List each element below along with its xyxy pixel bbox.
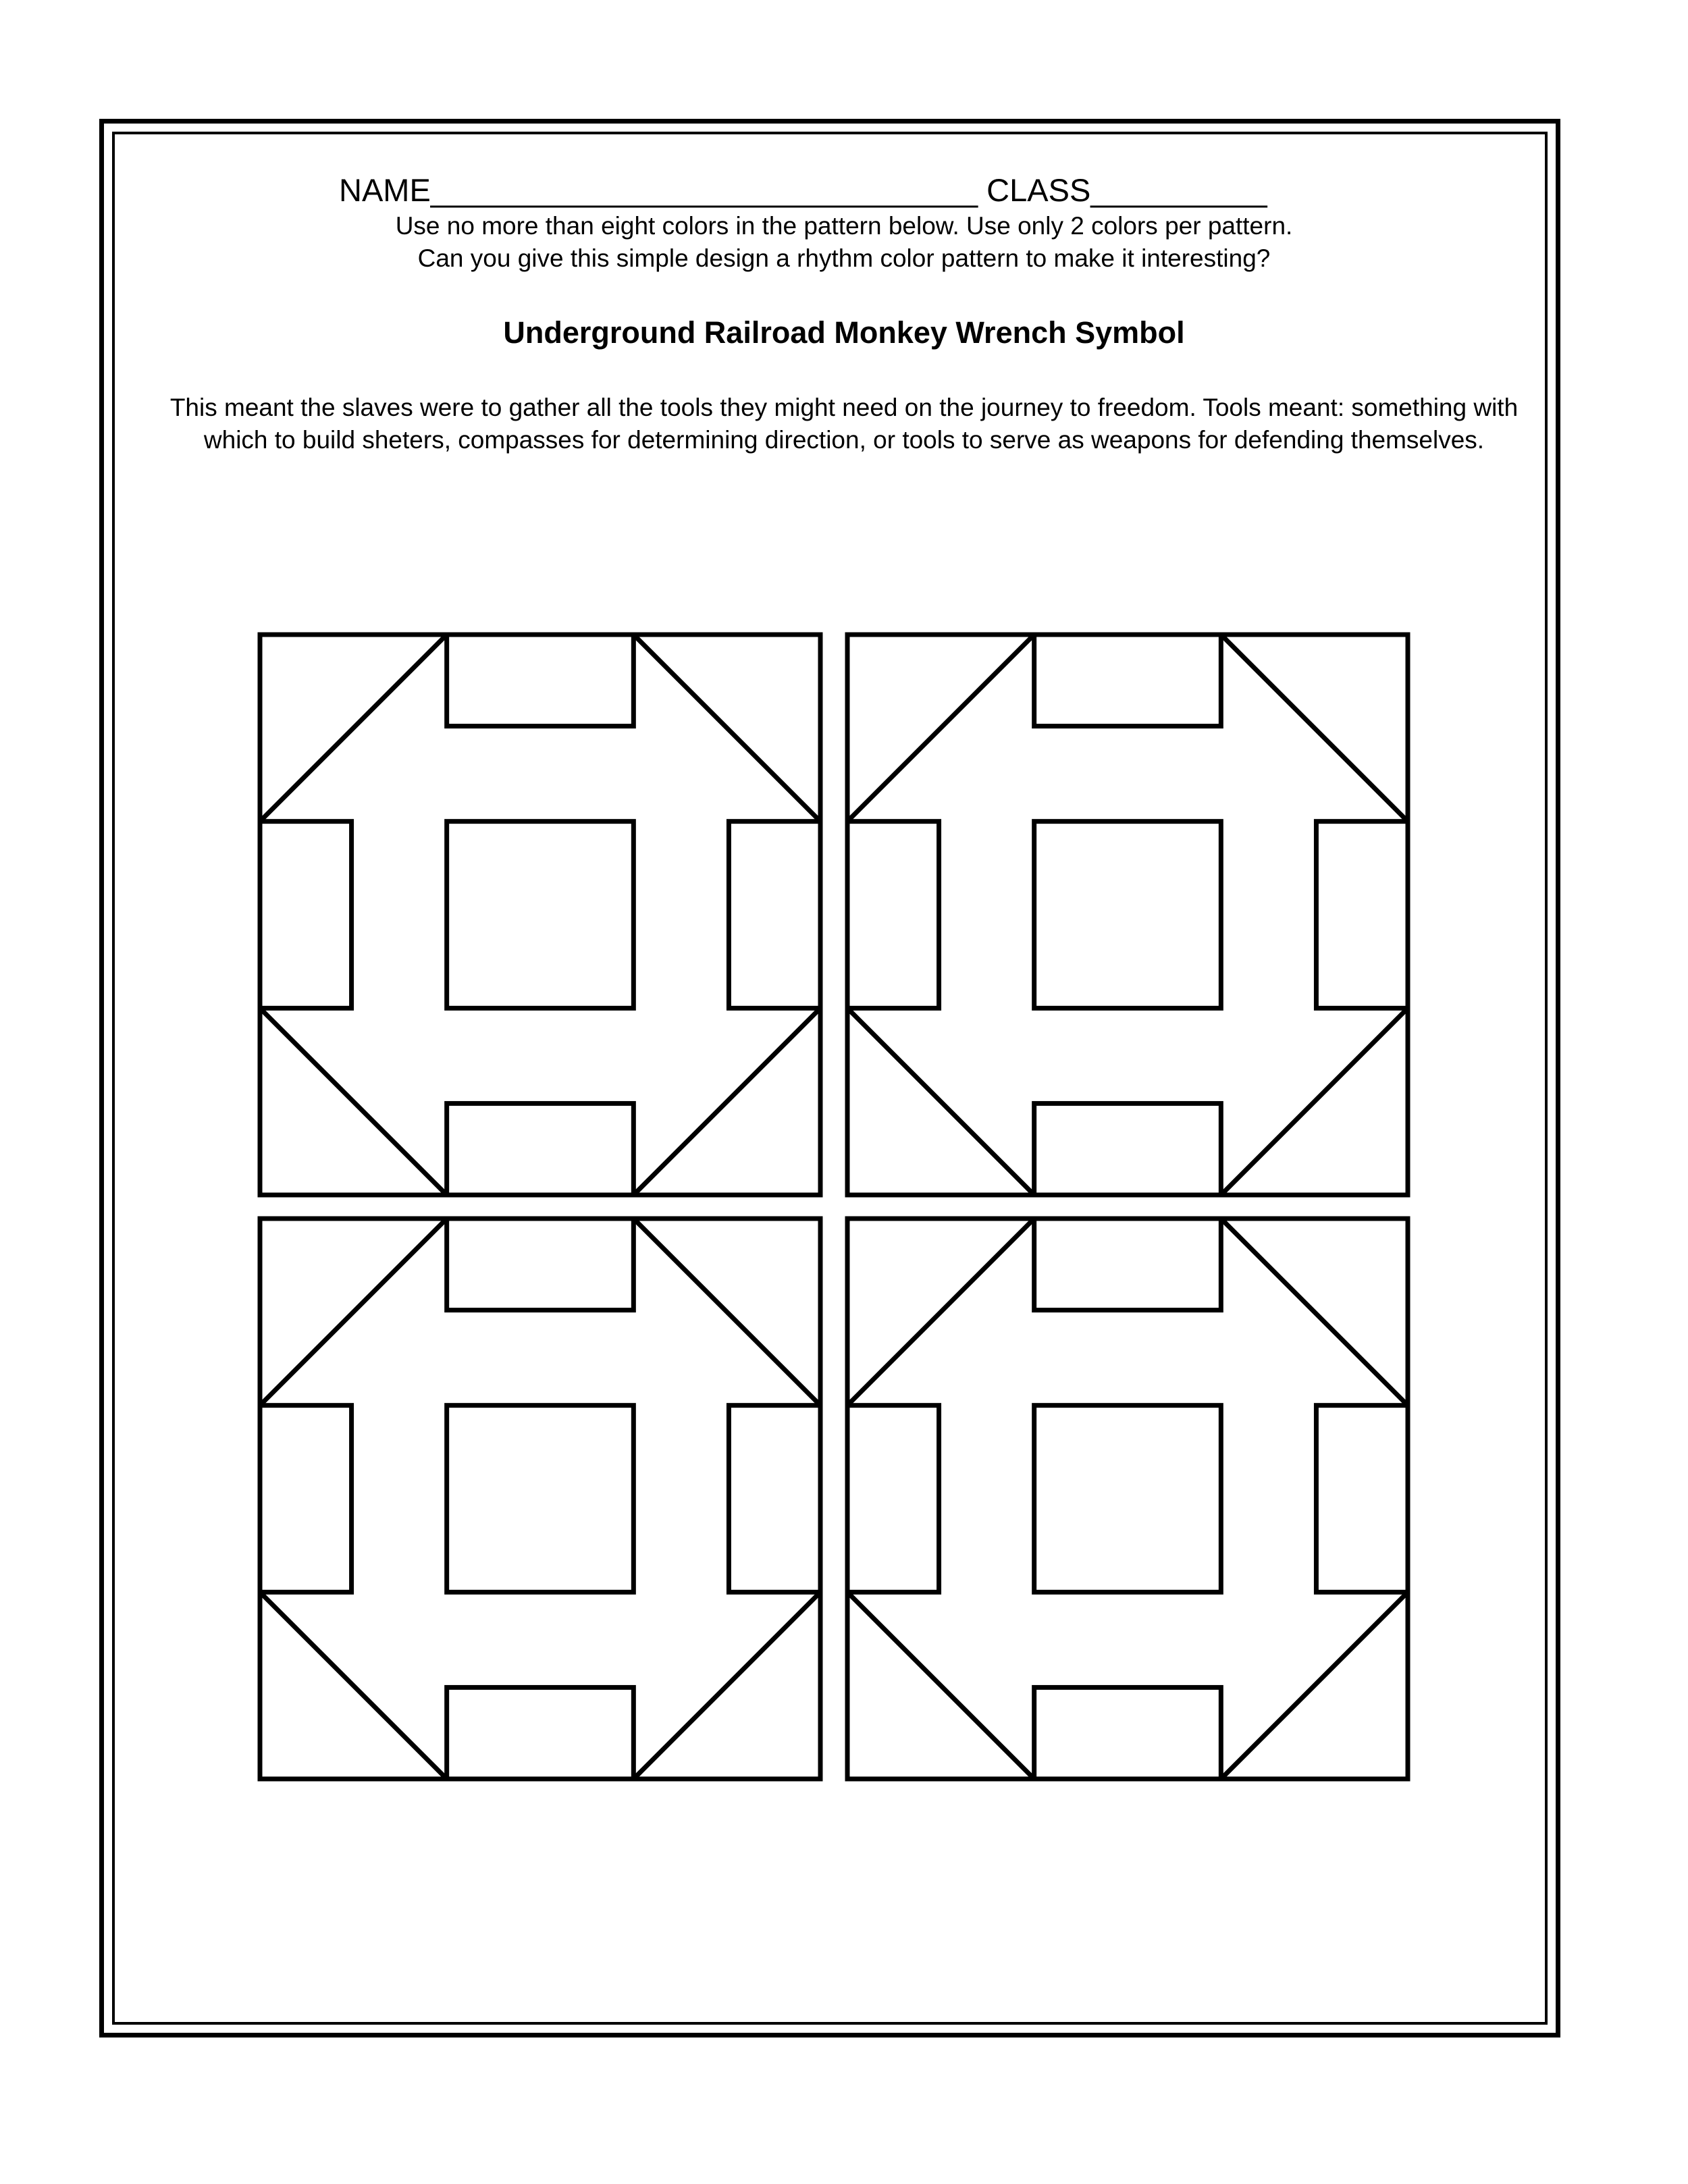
block-3-center-square[interactable]	[447, 1406, 634, 1593]
block-2-center-square[interactable]	[1034, 822, 1221, 1009]
block-3-rect-bottom[interactable]	[447, 1687, 634, 1779]
block-2-rect-right[interactable]	[1316, 822, 1408, 1009]
block-1-rect-right[interactable]	[729, 822, 820, 1009]
name-class-line[interactable]: NAME_______________________________ CLASS__________	[339, 172, 1267, 208]
block-4-rect-right[interactable]	[1316, 1406, 1408, 1593]
block-4-rect-top[interactable]	[1034, 1219, 1221, 1310]
instruction-rhythm: Can you give this simple design a rhythm color pattern to make it interesting?	[417, 244, 1271, 272]
block-2-rect-top[interactable]	[1034, 635, 1221, 726]
block-1-rect-left[interactable]	[260, 822, 352, 1009]
block-1-rect-bottom[interactable]	[447, 1103, 634, 1195]
worksheet-title: Underground Railroad Monkey Wrench Symbol	[503, 315, 1185, 350]
block-3-rect-top[interactable]	[447, 1219, 634, 1310]
block-3-rect-right[interactable]	[729, 1406, 820, 1593]
block-1-center-square[interactable]	[447, 822, 634, 1009]
block-3-rect-left[interactable]	[260, 1406, 352, 1593]
block-4-rect-bottom[interactable]	[1034, 1687, 1221, 1779]
block-2-rect-bottom[interactable]	[1034, 1103, 1221, 1195]
block-1-rect-top[interactable]	[447, 635, 634, 726]
block-4-rect-left[interactable]	[847, 1406, 939, 1593]
block-4-center-square[interactable]	[1034, 1406, 1221, 1593]
instruction-colors: Use no more than eight colors in the pattern below. Use only 2 colors per pattern.	[395, 212, 1293, 240]
block-2-rect-left[interactable]	[847, 822, 939, 1009]
symbol-description: This meant the slaves were to gather all the tools they might need on the journey to freedom. Tools meant: something with which to build sheters, compasses for determining direction, or tools to serve as weapons for defending themselves.	[169, 394, 1519, 454]
